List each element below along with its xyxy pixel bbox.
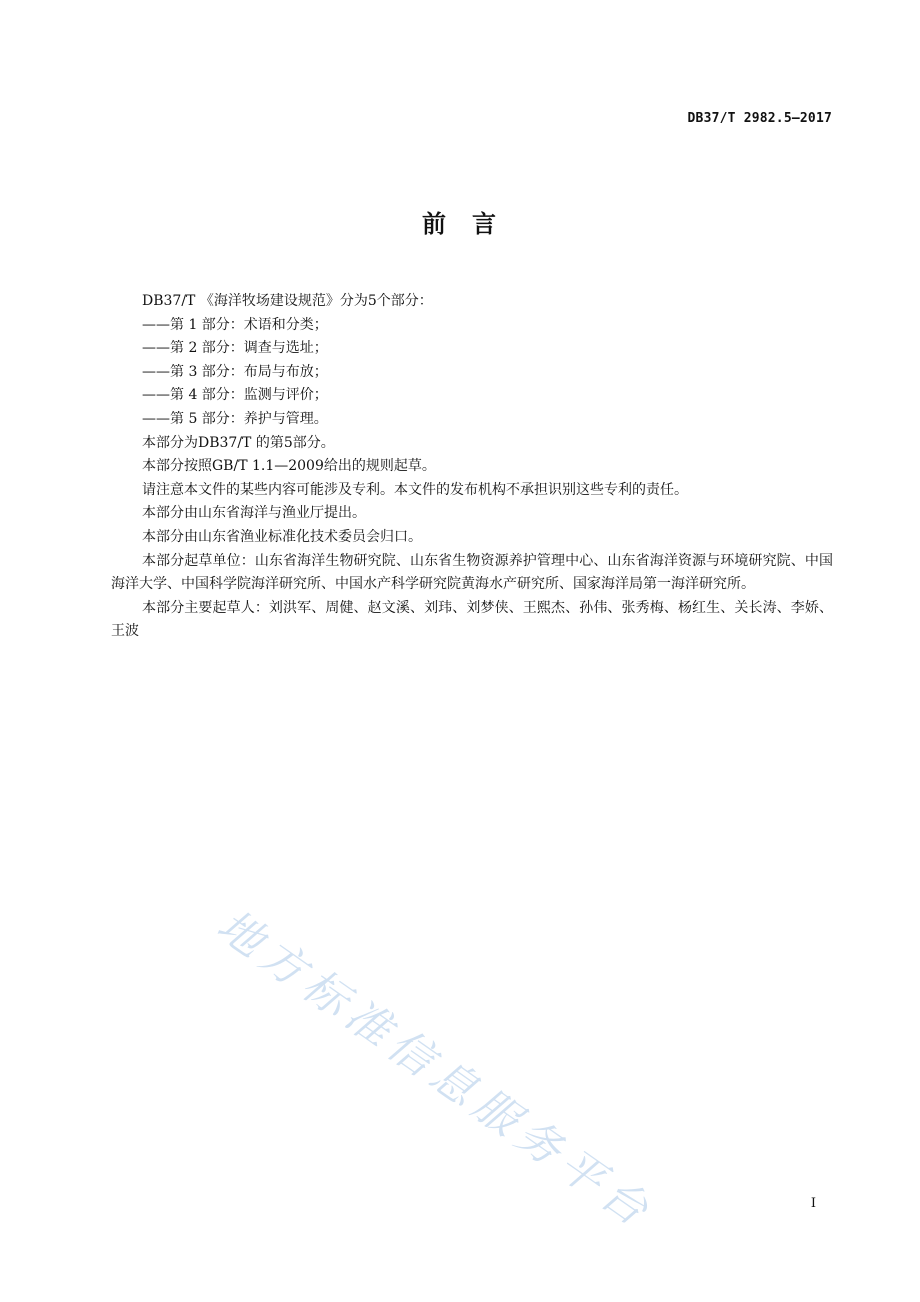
paragraph-part-4: ——第 4 部分：监测与评价； bbox=[142, 387, 328, 404]
watermark: 地方标准信息服务平台 bbox=[207, 899, 664, 1240]
paragraph-part-5: ——第 5 部分：养护与管理。 bbox=[142, 410, 328, 427]
paragraph-drafting-rules: 本部分按照GB/T 1.1—2009给出的规则起草。 bbox=[142, 458, 436, 475]
title-char-2: 言 bbox=[472, 210, 498, 238]
page-number: I bbox=[810, 1196, 816, 1211]
paragraph-drafting-units: 本部分起草单位：山东省海洋生物研究院、山东省生物资源养护管理中心、山东省海洋资源与环境研究院、中国海洋大学、中国科学院海洋研究所、中国水产科学研究院黄海水产研究所、国家海洋局第一海洋研究所。 bbox=[111, 552, 833, 593]
paragraph-this-part: 本部分为DB37/T 的第5部分。 bbox=[142, 434, 335, 451]
document-code: DB37/T 2982.5—2017 bbox=[687, 111, 832, 126]
paragraph-drafters: 本部分主要起草人：刘洪军、周健、赵文溪、刘玮、刘梦侠、王熙杰、孙伟、张秀梅、杨红生、关长涛、李娇、王波 bbox=[111, 599, 833, 640]
paragraph-patent-notice: 请注意本文件的某些内容可能涉及专利。本文件的发布机构不承担识别这些专利的责任。 bbox=[142, 481, 688, 498]
paragraph-part-2: ——第 2 部分：调查与选址； bbox=[142, 340, 328, 357]
paragraph-proposed-by: 本部分由山东省海洋与渔业厅提出。 bbox=[142, 505, 366, 522]
paragraph-parts-intro: DB37/T 《海洋牧场建设规范》分为5个部分： bbox=[142, 293, 433, 309]
page-title bbox=[0, 204, 920, 239]
paragraph-centralized-by: 本部分由山东省渔业标准化技术委员会归口。 bbox=[142, 528, 422, 545]
foreword-body bbox=[111, 290, 833, 644]
paragraph-part-3: ——第 3 部分：布局与布放； bbox=[142, 363, 328, 380]
title-char-1: 前 bbox=[422, 210, 448, 238]
paragraph-part-1: ——第 1 部分：术语和分类； bbox=[142, 316, 328, 333]
